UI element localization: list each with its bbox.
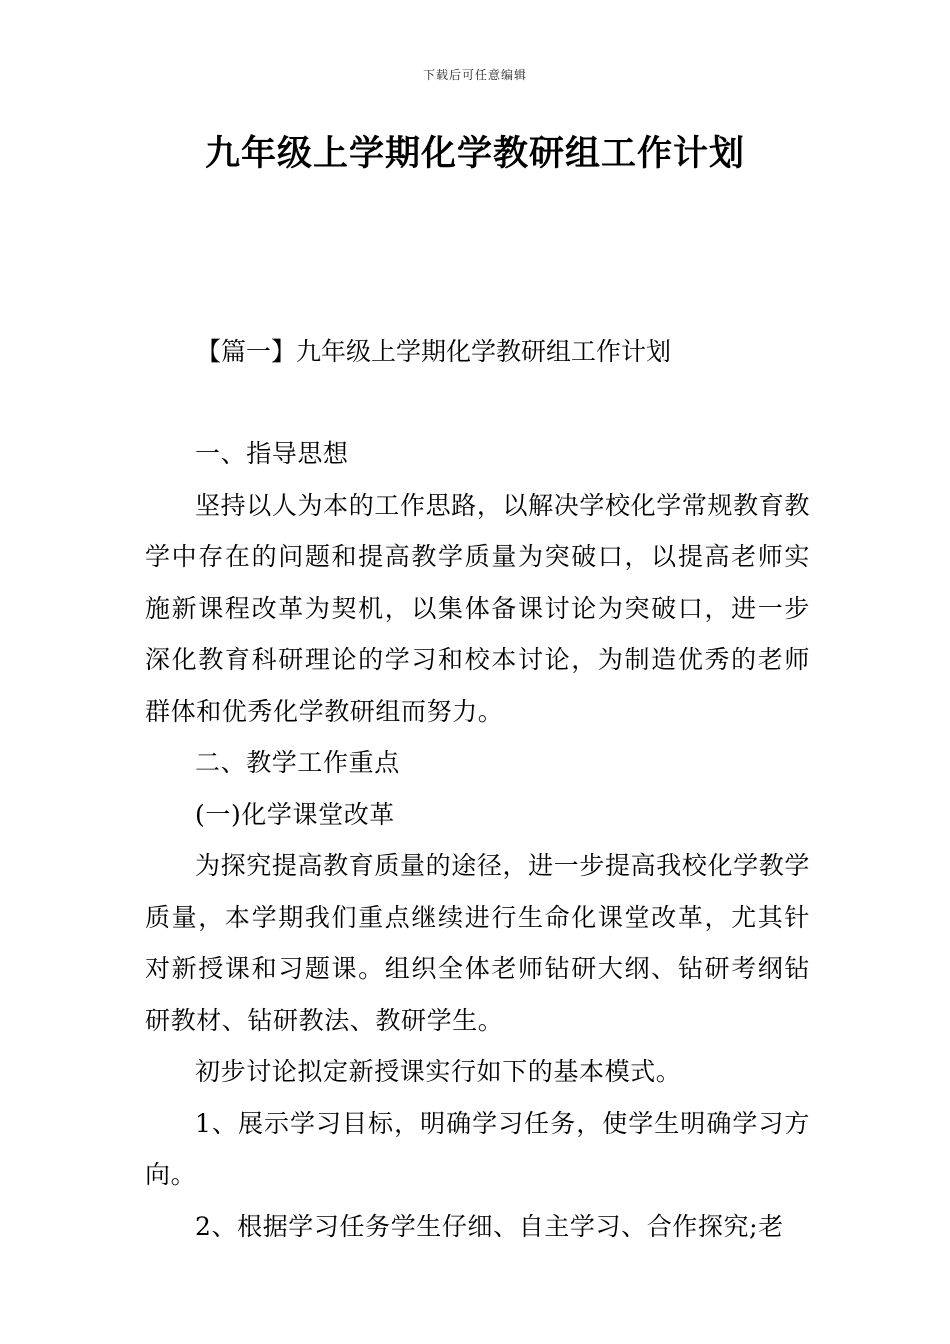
list-item-1: 1、展示学习目标，明确学习任务，使学生明确学习方向。 (145, 1108, 810, 1189)
list-item-2: 2、根据学习任务学生仔细、自主学习、合作探究;老 (195, 1211, 784, 1241)
document-title: 九年级上学期化学教研组工作计划 (204, 134, 745, 174)
paragraph-basic-model-intro: 初步讨论拟定新授课实行如下的基本模式。 (195, 1057, 682, 1086)
paragraph-guiding-ideology: 坚持以人为本的工作思路，以解决学校化学常规教育教学中存在的问题和提高教学质量为突破口，以提高老师实施新课程改革为契机，以集体备课讨论为突破口，进一步深化教育科研理论的学习和校本讨论，为制造优秀的老师群体和优秀化学教研组而努力。 (145, 490, 810, 726)
header-note: 下载后可任意编辑 (422, 68, 527, 82)
heading-teaching-focus: 二、教学工作重点 (195, 748, 400, 777)
subheading-classroom-reform: (一)化学课堂改革 (195, 799, 395, 829)
section-title: 【篇一】九年级上学期化学教研组工作计划 (196, 337, 672, 366)
heading-guiding-ideology: 一、指导思想 (195, 439, 349, 468)
document-body (145, 428, 810, 1252)
paragraph-classroom-reform: 为探究提高教育质量的途径，进一步提高我校化学教学质量，本学期我们重点继续进行生命化课堂改革，尤其针对新授课和习题课。组织全体老师钻研大纲、钻研考纲钻研教材、钻研教法、教研学生。 (145, 851, 810, 1035)
